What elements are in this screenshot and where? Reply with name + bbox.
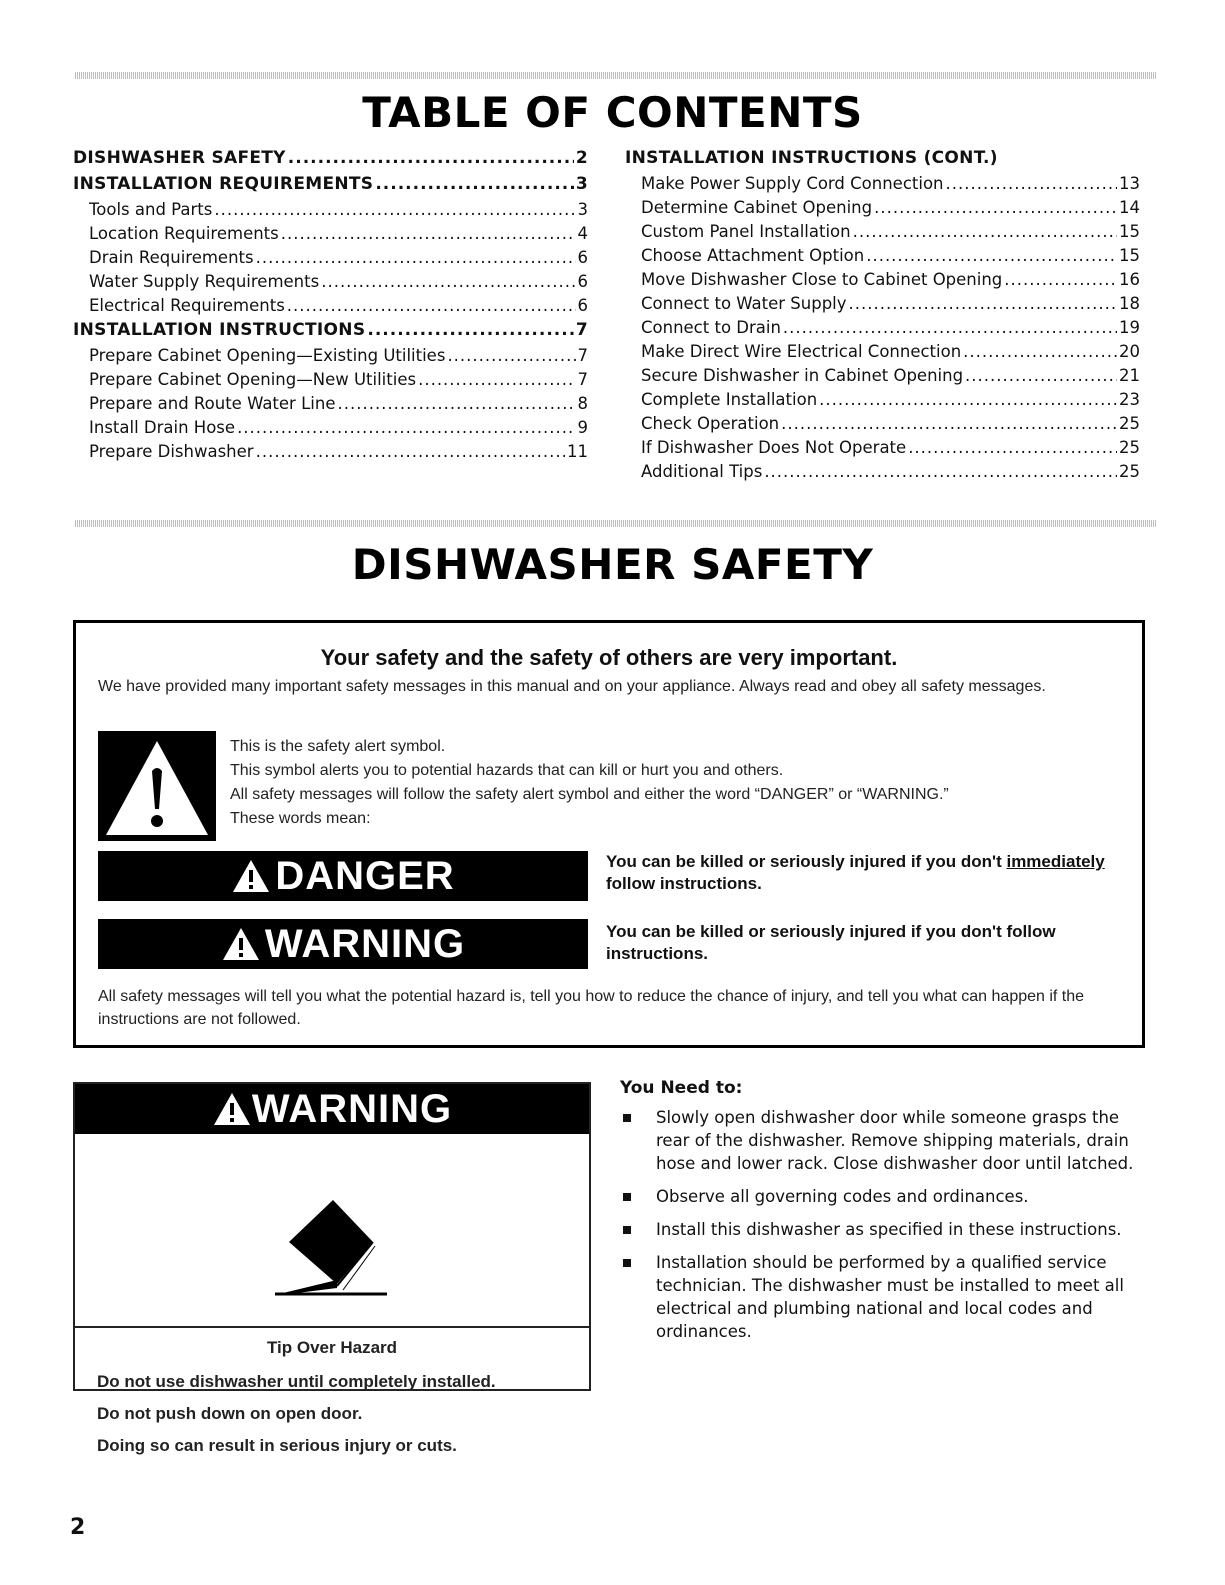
toc-right-column [625,148,1140,486]
list-item: Installation should be performed by a qualified service technician. The dishwasher must be installed to meet all electrical and plumbing national and local codes and ordinances. [620,1251,1140,1343]
toc-entry[interactable]: Connect to Drain ..... 19 [625,318,1140,342]
toc-entry[interactable]: Drain Requirements ..... 6 [73,248,588,272]
toc-entry[interactable]: Location Requirements ..... 4 [73,224,588,248]
hazard-title: Tip Over Hazard [266,1338,398,1357]
safety-title: DISHWASHER SAFETY [351,540,874,589]
you-need-to-section [620,1077,1140,1353]
danger-description: You can be killed or seriously injured if you don't immediately follow instructions. [606,852,1105,893]
toc-entry[interactable]: Electrical Requirements ..... 6 [73,296,588,320]
safety-closing: All safety messages will tell you what the potential hazard is, tell you how to reduce the chance of injury, and tell you what can happen if the instructions are not followed. [98,988,1085,1028]
toc-entry[interactable]: Prepare Cabinet Opening—Existing Utilities ..... 7 [73,346,588,370]
safety-symbol-explanation: This is the safety alert symbol. This symbol alerts you to potential hazards that can kill or hurt you and others. All safety messages will follow the safety alert symbol and either the word “DANGER” or “WARNING.” These words mean: [230,738,949,827]
toc-entry[interactable]: Prepare Cabinet Opening—New Utilities ..... 7 [73,370,588,394]
toc-entry[interactable]: Connect to Water Supply ..... 18 [625,294,1140,318]
warning-description: You can be killed or seriously injured if you don't follow instructions. [606,922,1056,963]
section-heading: You Need to: [620,1078,743,1098]
tip-over-hazard-icon [75,1134,589,1328]
safety-intro: We have provided many important safety messages in this manual and on your appliance. Always read and obey all safety messages. [98,678,1046,695]
list-item: Install this dishwasher as specified in these instructions. [620,1218,1140,1241]
toc-entry[interactable]: Check Operation ..... 25 [625,414,1140,438]
toc-entry[interactable]: Install Drain Hose ..... 9 [73,418,588,442]
toc-entry[interactable]: Move Dishwasher Close to Cabinet Opening ..... 16 [625,270,1140,294]
page-number: 2 [70,1515,86,1540]
toc-entry[interactable]: Make Direct Wire Electrical Connection ..... 20 [625,342,1140,366]
danger-signal-word: DANGER [98,851,588,901]
list-item: Slowly open dishwasher door while someone grasps the rear of the dishwasher. Remove shipping materials, drain hose and lower rack. Close dishwasher door until latched. [620,1106,1140,1175]
toc-entry[interactable]: Custom Panel Installation ..... 15 [625,222,1140,246]
alert-triangle-icon [231,858,271,894]
toc-entry[interactable]: Secure Dishwasher in Cabinet Opening ..... 21 [625,366,1140,390]
toc-entry[interactable]: Choose Attachment Option ..... 15 [625,246,1140,270]
warning-signal-word: WARNING [75,1084,589,1134]
safety-box-heading: Your safety and the safety of others are very important. [320,645,898,670]
toc-entry[interactable]: Additional Tips ..... 25 [625,462,1140,486]
safety-info-box [73,620,1145,1048]
toc-entry[interactable]: Determine Cabinet Opening ..... 14 [625,198,1140,222]
tip-over-warning-box [73,1082,591,1455]
list-item: Observe all governing codes and ordinances. [620,1185,1140,1208]
safety-alert-icon [98,731,216,841]
toc-entry[interactable]: Complete Installation ..... 23 [625,390,1140,414]
toc-entry[interactable]: INSTALLATION INSTRUCTIONS ..... 7 [73,320,588,346]
toc-entry[interactable]: If Dishwasher Does Not Operate ..... 25 [625,438,1140,462]
top-divider [75,72,1156,79]
toc-entry[interactable]: Prepare and Route Water Line ..... 8 [73,394,588,418]
toc-entry[interactable]: Water Supply Requirements ..... 6 [73,272,588,296]
toc-title: TABLE OF CONTENTS [362,88,863,137]
toc-entry[interactable]: Tools and Parts ..... 3 [73,200,588,224]
toc-section-heading: INSTALLATION INSTRUCTIONS (CONT.) [625,148,998,168]
toc-entry[interactable]: INSTALLATION REQUIREMENTS ..... 3 [73,174,588,200]
toc-left-column [73,148,588,466]
tip-over-instructions: Tip Over Hazard Do not use dishwasher until completely installed. Do not push down on open door. Doing so can result in serious injury or cuts. [75,1328,589,1456]
toc-entry[interactable]: Make Power Supply Cord Connection ..... 13 [625,174,1140,198]
toc-entry[interactable]: Prepare Dishwasher ..... 11 [73,442,588,466]
toc-entry[interactable]: DISHWASHER SAFETY ..... 2 [73,148,588,174]
alert-triangle-icon [221,926,261,962]
requirement-list [620,1106,1140,1343]
middle-divider [75,520,1156,527]
alert-triangle-icon [212,1091,252,1127]
warning-signal-word: WARNING [98,919,588,969]
